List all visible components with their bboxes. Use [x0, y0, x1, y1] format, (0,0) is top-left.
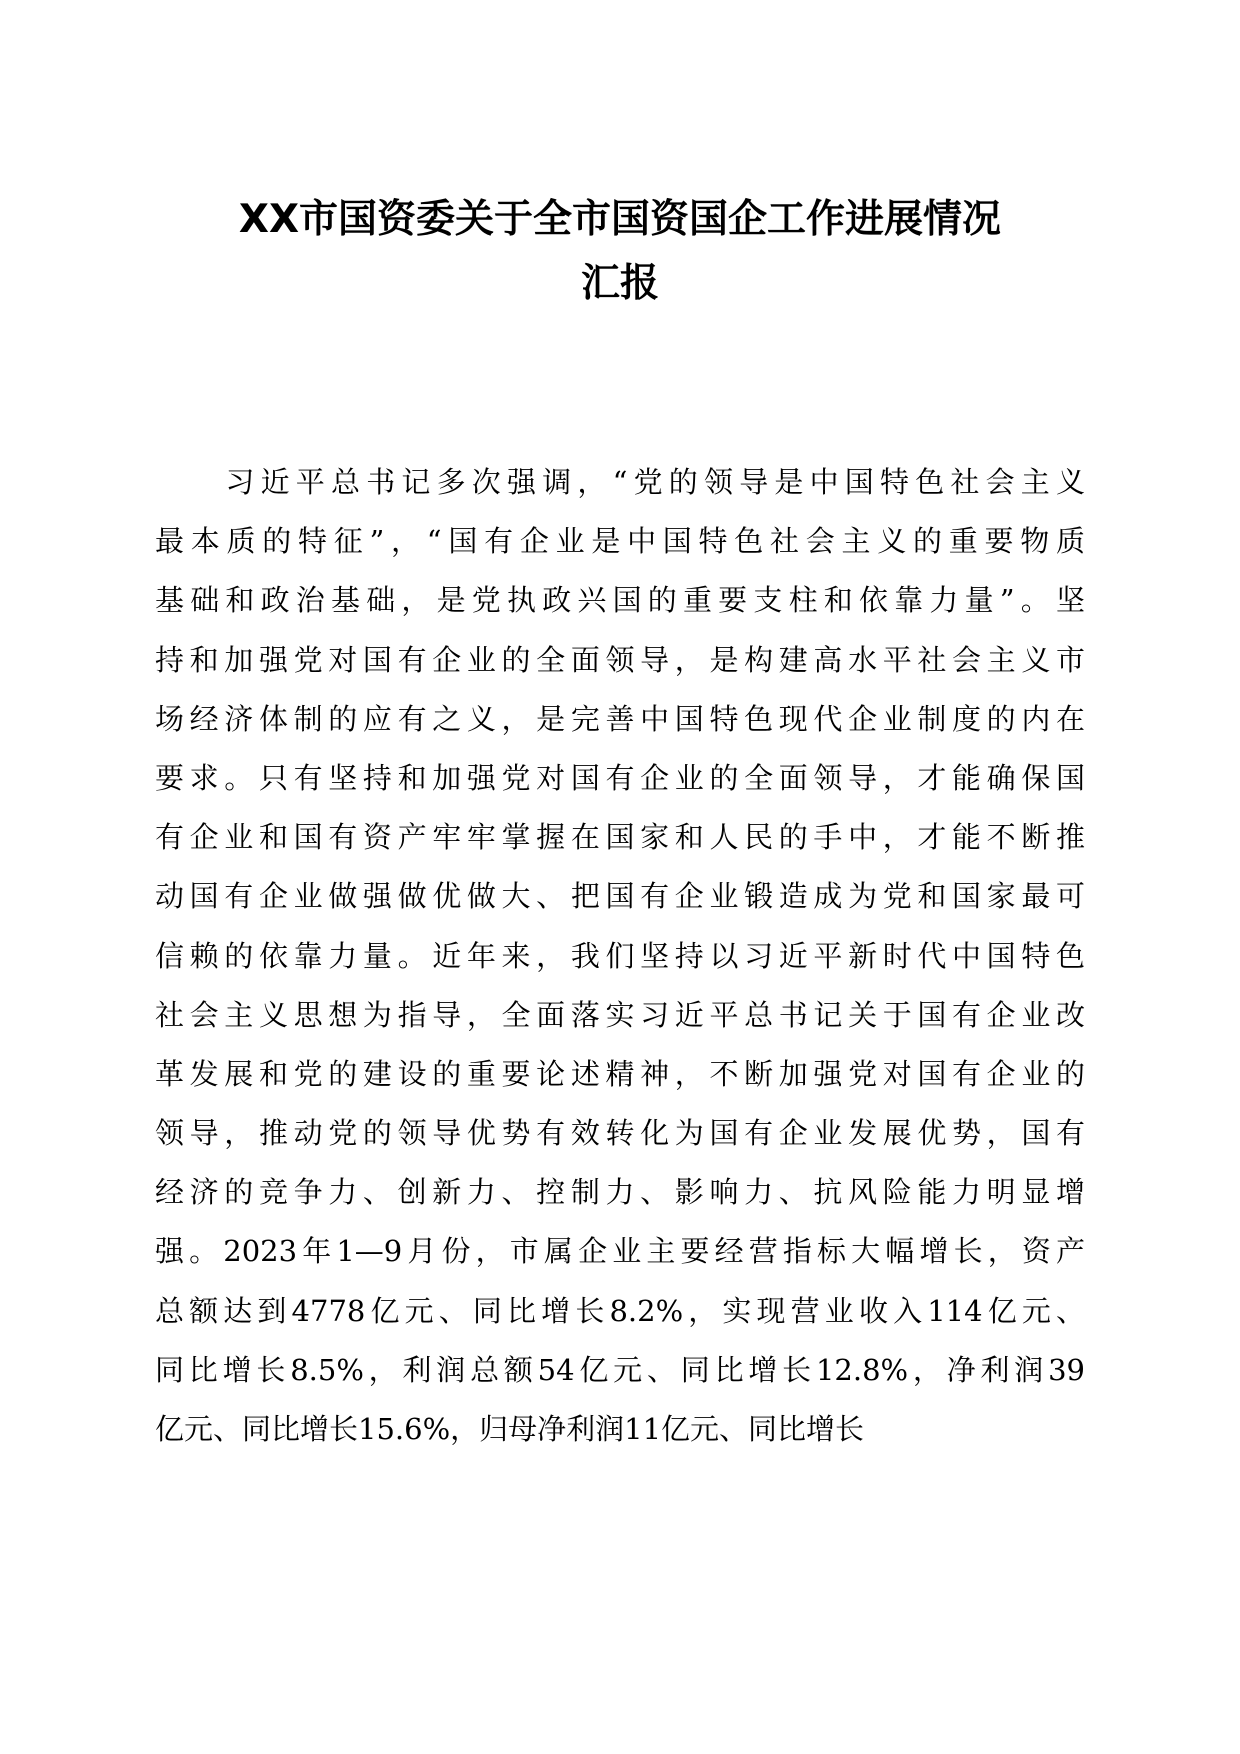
body-line: 经济的竞争力、创新力、控制力、影响力、抗风险能力明显增	[155, 1175, 1085, 1210]
body-line: 亿元、同比增长15.6%，归母净利润11亿元、同比增长	[155, 1412, 865, 1446]
body-line: 场经济体制的应有之义，是完善中国特色现代企业制度的内在	[155, 701, 1085, 736]
body-line: 革发展和党的建设的重要论述精神，不断加强党对国有企业的	[155, 1056, 1085, 1091]
body-line: 持和加强党对国有企业的全面领导，是构建高水平社会主义市	[155, 642, 1085, 677]
document-body	[155, 453, 1085, 1459]
body-line: 社会主义思想为指导，全面落实习近平总书记关于国有企业改	[155, 997, 1085, 1032]
body-line: 总额达到4778亿元、同比增长8.2%，实现营业收入114亿元、	[155, 1293, 1085, 1328]
body-line: 习近平总书记多次强调，“党的领导是中国特色社会主义	[155, 465, 1085, 499]
body-line: 领导，推动党的领导优势有效转化为国有企业发展优势，国有	[155, 1116, 1085, 1151]
body-line: 同比增长8.5%，利润总额54亿元、同比增长12.8%，净利润39	[155, 1352, 1085, 1387]
title-line-2: 汇报	[580, 261, 659, 306]
body-line: 最本质的特征”，“国有企业是中国特色社会主义的重要物质	[155, 524, 1085, 559]
body-line: 强。2023年1—9月份，市属企业主要经营指标大幅增长，资产	[155, 1234, 1085, 1269]
body-line: 信赖的依靠力量。近年来，我们坚持以习近平新时代中国特色	[155, 938, 1085, 973]
body-line: 基础和政治基础，是党执政兴国的重要支柱和依靠力量”。坚	[155, 583, 1085, 618]
document-title	[140, 188, 1100, 316]
body-line: 要求。只有坚持和加强党对国有企业的全面领导，才能确保国	[155, 760, 1085, 795]
body-line: 有企业和国有资产牢牢掌握在国家和人民的手中，才能不断推	[155, 820, 1085, 855]
title-line-1: XX市国资委关于全市国资国企工作进展情况	[238, 197, 1002, 242]
body-line: 动国有企业做强做优做大、把国有企业锻造成为党和国家最可	[155, 879, 1085, 914]
